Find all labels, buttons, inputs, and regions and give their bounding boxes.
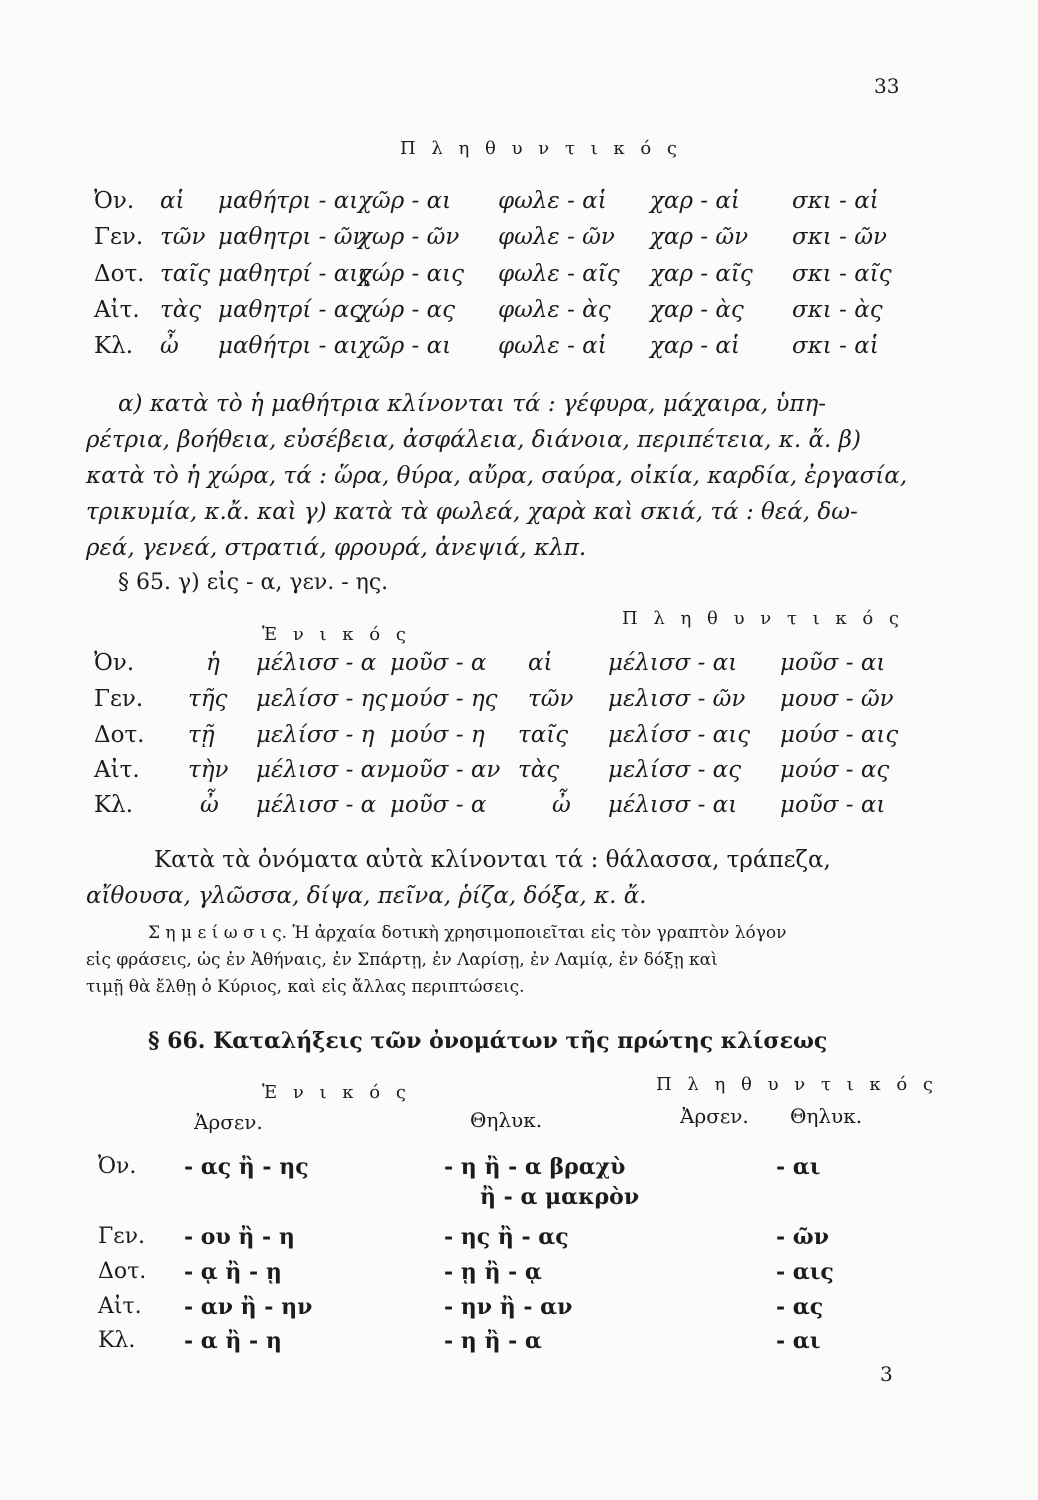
form-melissa-plural: μελισσ - ῶν [608, 686, 746, 712]
form-folea: φωλε - ὰς [498, 297, 611, 323]
paragraph-examples [86, 386, 916, 566]
form-mathitria: μαθητρί - αις [218, 261, 372, 287]
form-mousa: μοῦσ - α [390, 792, 487, 818]
case-label: Ὀν. [98, 1154, 137, 1179]
case-label: Αἰτ. [98, 1294, 142, 1319]
article: τὴν [188, 757, 229, 783]
article: ὦ [160, 333, 179, 359]
article-plural: τὰς [518, 757, 560, 783]
article: αἱ [160, 188, 185, 214]
form-melissa: μέλισσ - α [256, 650, 377, 676]
section-66-heading: § 66. Καταλήξεις τῶν ὀνομάτων τῆς πρώτης κλίσεως [148, 1028, 828, 1054]
form-mousa: μοῦσ - αν [390, 757, 501, 783]
form-melissa-plural: μέλισσ - αι [608, 650, 738, 676]
note-line: τιμῇ θὰ ἔλθῃ ὁ Κύριος, καὶ εἰς ἄλλας περιπτώσεις. [86, 977, 525, 997]
form-mousa-plural: μούσ - ας [780, 757, 890, 783]
paragraph-line: ρεά, γενεά, στρατιά, φρουρά, ἀνεψιά, κλπ. [86, 535, 587, 561]
paragraph-line: κατὰ τὸ ἡ χώρα, τά : ὥρα, θύρα, αὔρα, σαύρα, οἰκία, καρδία, ἐργασία, [86, 463, 908, 489]
column-feminine-plural: Θηλυκ. [790, 1104, 863, 1128]
plural-ending: - ῶν [776, 1224, 830, 1250]
plural-heading: Π λ η θ υ ν τ ι κ ό ς [622, 608, 905, 629]
case-label: Αἰτ. [94, 757, 140, 783]
form-chora: χῶρ - αι [358, 333, 452, 359]
form-melissa-plural: μελίσσ - αις [608, 722, 751, 748]
form-mousa: μούσ - η [390, 722, 485, 748]
form-melissa-plural: μέλισσ - αι [608, 792, 738, 818]
plural-ending: - αι [776, 1154, 821, 1180]
form-skia: σκι - αἱ [792, 333, 879, 359]
case-label: Κλ. [94, 333, 134, 359]
article: τῇ [188, 722, 215, 748]
form-melissa-plural: μελίσσ - ας [608, 757, 742, 783]
article: τῆς [188, 686, 228, 712]
section-65-heading: § 65. γ) εἰς - α, γεν. - ης. [118, 570, 389, 595]
column-masculine-plural: Ἀρσεν. [680, 1104, 749, 1128]
case-label: Γεν. [98, 1224, 146, 1249]
note-block [86, 920, 916, 1001]
column-feminine: Θηλυκ. [470, 1108, 543, 1132]
form-chara: χαρ - αἱ [650, 333, 740, 359]
plural-ending: - αι [776, 1328, 821, 1354]
case-label: Αἰτ. [94, 297, 140, 323]
case-label: Ὀν. [94, 650, 135, 676]
form-mathitria: μαθήτρι - αι [218, 333, 359, 359]
form-mousa-plural: μοῦσ - αι [780, 650, 886, 676]
form-melissa: μέλισσ - αν [256, 757, 391, 783]
article-plural: τῶν [528, 686, 574, 712]
form-mousa-plural: μοῦσ - αι [780, 792, 886, 818]
form-mathitria: μαθήτρι - αι [218, 188, 359, 214]
feminine-ending: - ης ἢ - ας [444, 1224, 569, 1250]
form-mousa-plural: μουσ - ῶν [780, 686, 894, 712]
masculine-ending: - α ἢ - η [184, 1328, 282, 1354]
article: ὦ [200, 792, 219, 818]
note-line: Σ η μ ε ί ω σ ι ς. Ἡ ἀρχαία δοτικὴ χρησιμοποιεῖται εἰς τὸν γραπτὸν λόγον [148, 923, 787, 943]
case-label: Ὀν. [94, 188, 135, 214]
feminine-ending: - ην ἢ - αν [444, 1294, 573, 1320]
article: ταῖς [160, 261, 211, 287]
plural-heading: Π λ η θ υ ν τ ι κ ό ς [400, 138, 683, 159]
form-skia: σκι - ὰς [792, 297, 883, 323]
form-chara: χαρ - ῶν [650, 224, 749, 250]
form-chora: χῶρ - αι [358, 188, 452, 214]
feminine-ending: - η ἢ - α [444, 1328, 542, 1354]
article-plural: ὦ [552, 792, 571, 818]
plural-heading: Π λ η θ υ ν τ ι κ ό ς [656, 1074, 939, 1095]
paragraph-similar-nouns [86, 842, 916, 914]
note-line: εἰς φράσεις, ὡς ἐν Ἀθήναις, ἐν Σπάρτῃ, ἐν Λαρίσῃ, ἐν Λαμίᾳ, ἐν δόξῃ καὶ [86, 950, 718, 970]
form-chora: χώρ - αις [358, 261, 465, 287]
feminine-ending: ἢ - α μακρὸν [480, 1184, 640, 1210]
case-label: Δοτ. [98, 1259, 147, 1284]
case-label: Γεν. [94, 224, 144, 250]
singular-heading: Ἑ ν ι κ ό ς [262, 1082, 411, 1103]
case-label: Γεν. [94, 686, 144, 712]
masculine-ending: - ᾳ ἢ - ῃ [184, 1259, 282, 1285]
form-chora: χώρ - ας [358, 297, 456, 323]
masculine-ending: - αν ἢ - ην [184, 1294, 313, 1320]
masculine-ending: - ας ἢ - ης [184, 1154, 309, 1180]
form-mousa: μούσ - ης [390, 686, 498, 712]
case-label: Δοτ. [94, 722, 145, 748]
case-label: Κλ. [98, 1328, 136, 1353]
form-folea: φωλε - αἱ [498, 188, 607, 214]
form-mousa: μοῦσ - α [390, 650, 487, 676]
paragraph-line: Κατὰ τὰ ὀνόματα αὐτὰ κλίνονται τά : θάλασσα, τράπεζα, [154, 847, 831, 873]
article-plural: αἱ [528, 650, 553, 676]
form-folea: φωλε - ῶν [498, 224, 615, 250]
paragraph-line: τρικυμία, κ.ἄ. καὶ γ) κατὰ τὰ φωλεά, χαρὰ καὶ σκιά, τά : θεά, δω- [86, 499, 858, 525]
article: τῶν [160, 224, 206, 250]
form-skia: σκι - αἱ [792, 188, 879, 214]
article: ἡ [206, 650, 220, 676]
case-label: Κλ. [94, 792, 134, 818]
paragraph-line: α) κατὰ τὸ ἡ μαθήτρια κλίνονται τά : γέφυρα, μάχαιρα, ὑπη- [118, 391, 827, 417]
form-chara: χαρ - ὰς [650, 297, 744, 323]
masculine-ending: - ου ἢ - η [184, 1224, 295, 1250]
plural-ending: - ας [776, 1294, 824, 1320]
feminine-ending: - ῃ ἢ - ᾳ [444, 1259, 542, 1285]
column-masculine: Ἀρσεν. [194, 1110, 263, 1134]
singular-heading: Ἑ ν ι κ ό ς [262, 624, 411, 645]
plural-ending: - αις [776, 1259, 834, 1285]
form-chara: χαρ - αἱ [650, 188, 740, 214]
paragraph-line: αἴθουσα, γλῶσσα, δίψα, πεῖνα, ῥίζα, δόξα, κ. ἄ. [86, 883, 647, 909]
form-mathitria: μαθητρί - ας [218, 297, 363, 323]
footer-signature: 3 [880, 1362, 893, 1386]
article-plural: ταῖς [518, 722, 569, 748]
form-chara: χαρ - αῖς [650, 261, 753, 287]
form-skia: σκι - ῶν [792, 224, 887, 250]
form-chora: χωρ - ῶν [358, 224, 460, 250]
form-folea: φωλε - αῖς [498, 261, 620, 287]
form-skia: σκι - αῖς [792, 261, 892, 287]
form-mousa-plural: μούσ - αις [780, 722, 899, 748]
feminine-ending: - η ἢ - α βραχὺ [444, 1154, 626, 1180]
form-folea: φωλε - αἱ [498, 333, 607, 359]
form-mathitria: μαθητρι - ῶν [218, 224, 367, 250]
page-number: 33 [874, 74, 900, 98]
article: τὰς [160, 297, 202, 323]
form-melissa: μέλισσ - α [256, 792, 377, 818]
paragraph-line: ρέτρια, βοήθεια, εὐσέβεια, ἀσφάλεια, διάνοια, περιπέτεια, κ. ἄ. β) [86, 427, 861, 453]
case-label: Δοτ. [94, 261, 145, 287]
form-melissa: μελίσσ - η [256, 722, 375, 748]
form-melissa: μελίσσ - ης [256, 686, 388, 712]
